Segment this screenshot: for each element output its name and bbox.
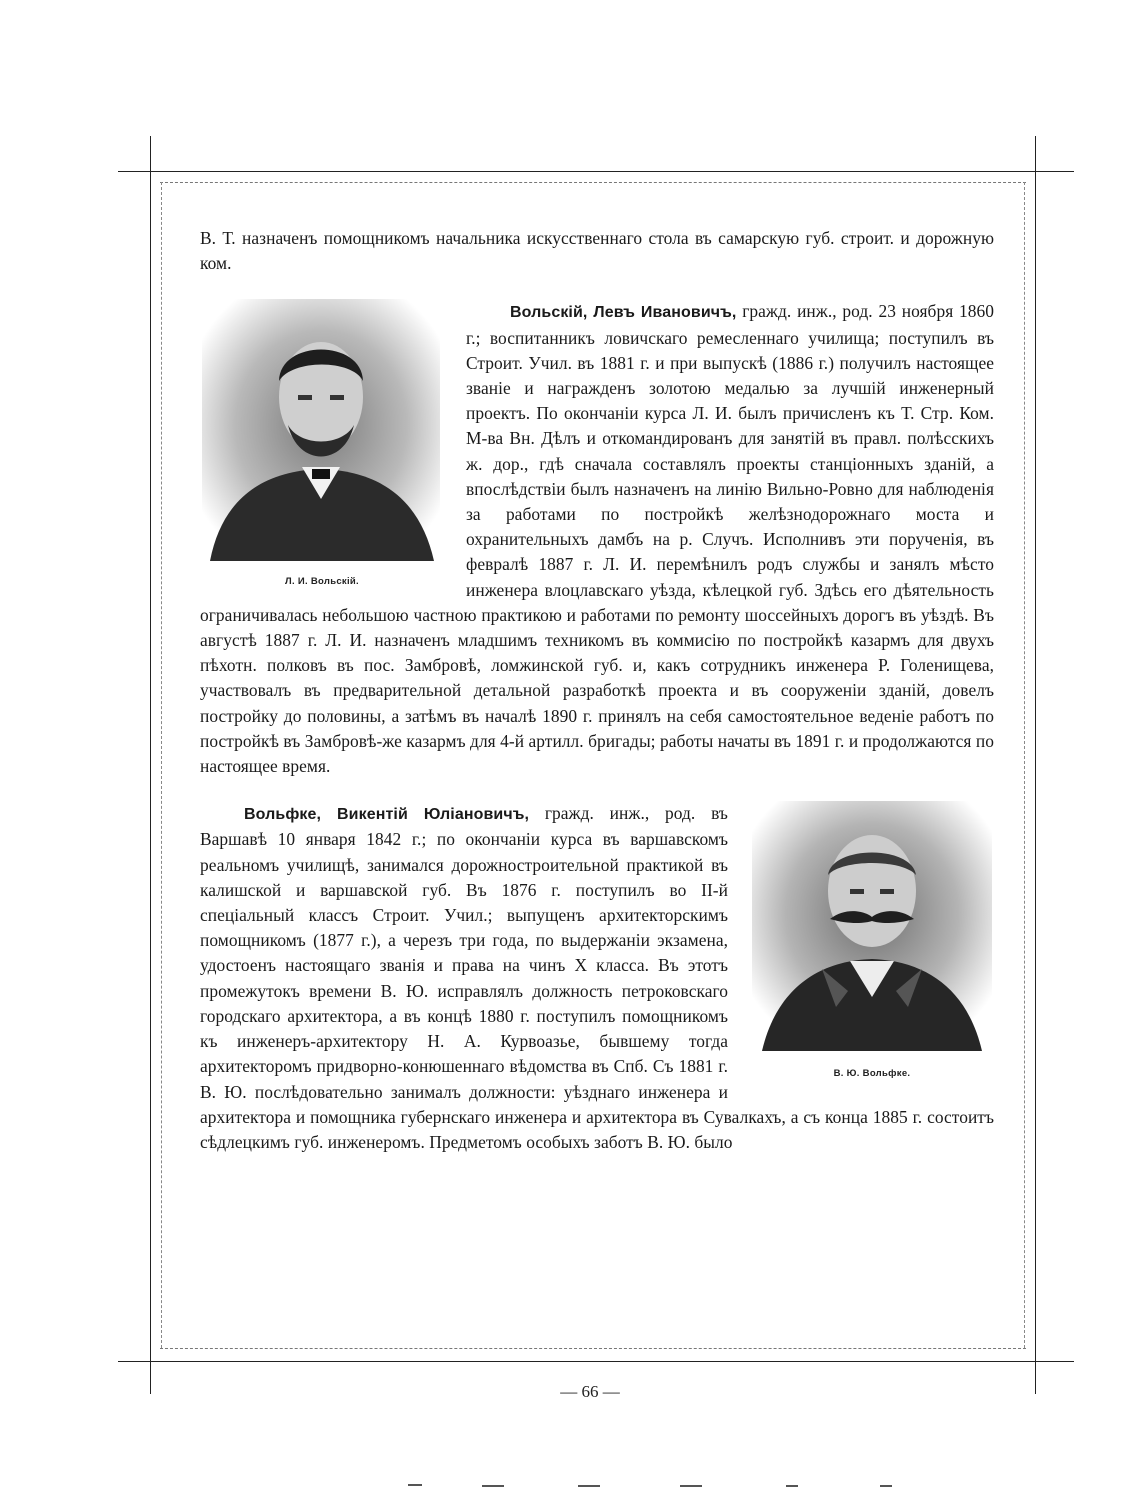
scan-artifact-6 (880, 1485, 892, 1487)
entry-text-volfke: гражд. инж., род. въ Варшавѣ 10 января 1842 г.; по окончаніи курса въ варшавскомъ реальномъ училищѣ, занимался дорожностроительной практикой въ калишской и варшавской губ. Въ 1876 г. поступилъ во II-й спеціальный классъ Строит. Учил.; выпущенъ архитекторскимъ помощникомъ (1877 г.), а черезъ три года, по выдержаніи экзамена, удостоенъ настоящаго званія и права на чинъ X класса. Въ этотъ промежутокъ времени В. Ю. исправлялъ должность петроковскаго городскаго архитектора, а въ концѣ 1880 г. поступилъ помощникомъ къ инженеръ-архитектору Н. А. Курвоазье, бывшему тогда архитекторомъ придворно-конюшеннаго вѣдомства въ Спб. Съ 1881 г. В. Ю. послѣдовательно занималъ должности: уѣзднаго инженера и архитектора и помощника губернскаго инженера и архитектора въ Сувалкахъ, а съ конца 1885 г. состоитъ сѣдлецкимъ губ. инженеромъ. Предметомъ особыхъ заботъ В. Ю. было (200, 803, 994, 1152)
entry-name-volfke: Вольфке, Викентій Юліановичъ, (244, 806, 530, 824)
article-volfke (200, 801, 994, 1155)
frame-right-rule (1035, 136, 1036, 1394)
frame-right-inner-rule (1024, 182, 1025, 1348)
caption-volsky: Л. И. Вольскій. (284, 576, 359, 588)
body-text (200, 226, 994, 1155)
article-volsky (200, 299, 994, 779)
scan-artifact-3 (578, 1485, 600, 1487)
portrait-volfke-image (752, 801, 992, 1051)
frame-left-rule (150, 136, 151, 1394)
entry-text-volsky: гражд. инж., род. 23 ноября 1860 г.; воспитанникъ ловичскаго ремесленнаго училища; поступилъ въ Строит. Учил. въ 1881 г. и при выпускѣ (1886 г.) получилъ настоящее званіе и награжденъ золотою медалью за лучшій инженерный проектъ. По окончаніи курса Л. И. былъ причисленъ къ Т. Стр. Ком. М-ва Вн. Дѣлъ и откомандированъ для занятій въ правл. полѣсскихъ ж. дор., гдѣ сначала составлялъ проекты станціонныхъ зданій, а впослѣдствіи былъ назначенъ на линію Вильно-Ровно для наблюденія за работами по постройкѣ желѣзнодорожнаго моста и охранительныхъ дамбъ на р. Случъ. Исполнивъ эти порученія, въ февралѣ 1887 г. Л. И. перемѣнилъ родъ службы и занялъ мѣсто инженера влоцлавскаго уѣзда, кѣлецкой губ. Здѣсь его дѣятельность ограничивалась небольшою частною практикою и работами по ремонту шоссейныхъ дорогъ въ уѣздѣ. Въ августѣ 1887 г. Л. И. назначенъ младшимъ техникомъ въ коммисію по постройкѣ казармъ для двухъ пѣхотн. полковъ въ пос. Замбровѣ, ломжинской губ. и, какъ сотрудникъ инженера Р. Голенищева, участвовалъ въ предварительной детальной разработкѣ проекта и въ сооруженіи зданій, довелъ постройку до половины, а затѣмъ въ началѣ 1890 г. принялъ на себя самостоятельное веденіе работъ по постройкѣ въ Замбровѣ-же казармъ для 4-й артилл. бригады; работы начаты въ 1891 г. и продолжаются по настоящее время. (200, 301, 994, 777)
scan-artifact-1 (408, 1484, 422, 1486)
frame-top-inner-rule (160, 182, 1026, 183)
figure-volfke (750, 801, 994, 1081)
frame-top-rule (118, 171, 1074, 172)
paragraph-continued: В. Т. назначенъ помощникомъ начальника искусственнаго стола въ самарскую губ. строит. и дорожную ком. (200, 228, 994, 274)
caption-volfke: В. Ю. Вольфке. (833, 1068, 911, 1080)
figure-volsky (200, 299, 444, 591)
frame-bottom-inner-rule (160, 1348, 1026, 1349)
frame-left-inner-rule (161, 182, 162, 1348)
portrait-volsky-image (202, 299, 440, 561)
scan-artifact-5 (786, 1485, 798, 1487)
frame-bottom-rule (118, 1361, 1074, 1362)
scan-artifact-4 (680, 1485, 702, 1487)
page-number: — 66 — (560, 1382, 620, 1401)
entry-name-volsky: Вольскій, Левъ Ивановичъ, (510, 304, 737, 322)
scan-artifact-2 (482, 1485, 504, 1487)
